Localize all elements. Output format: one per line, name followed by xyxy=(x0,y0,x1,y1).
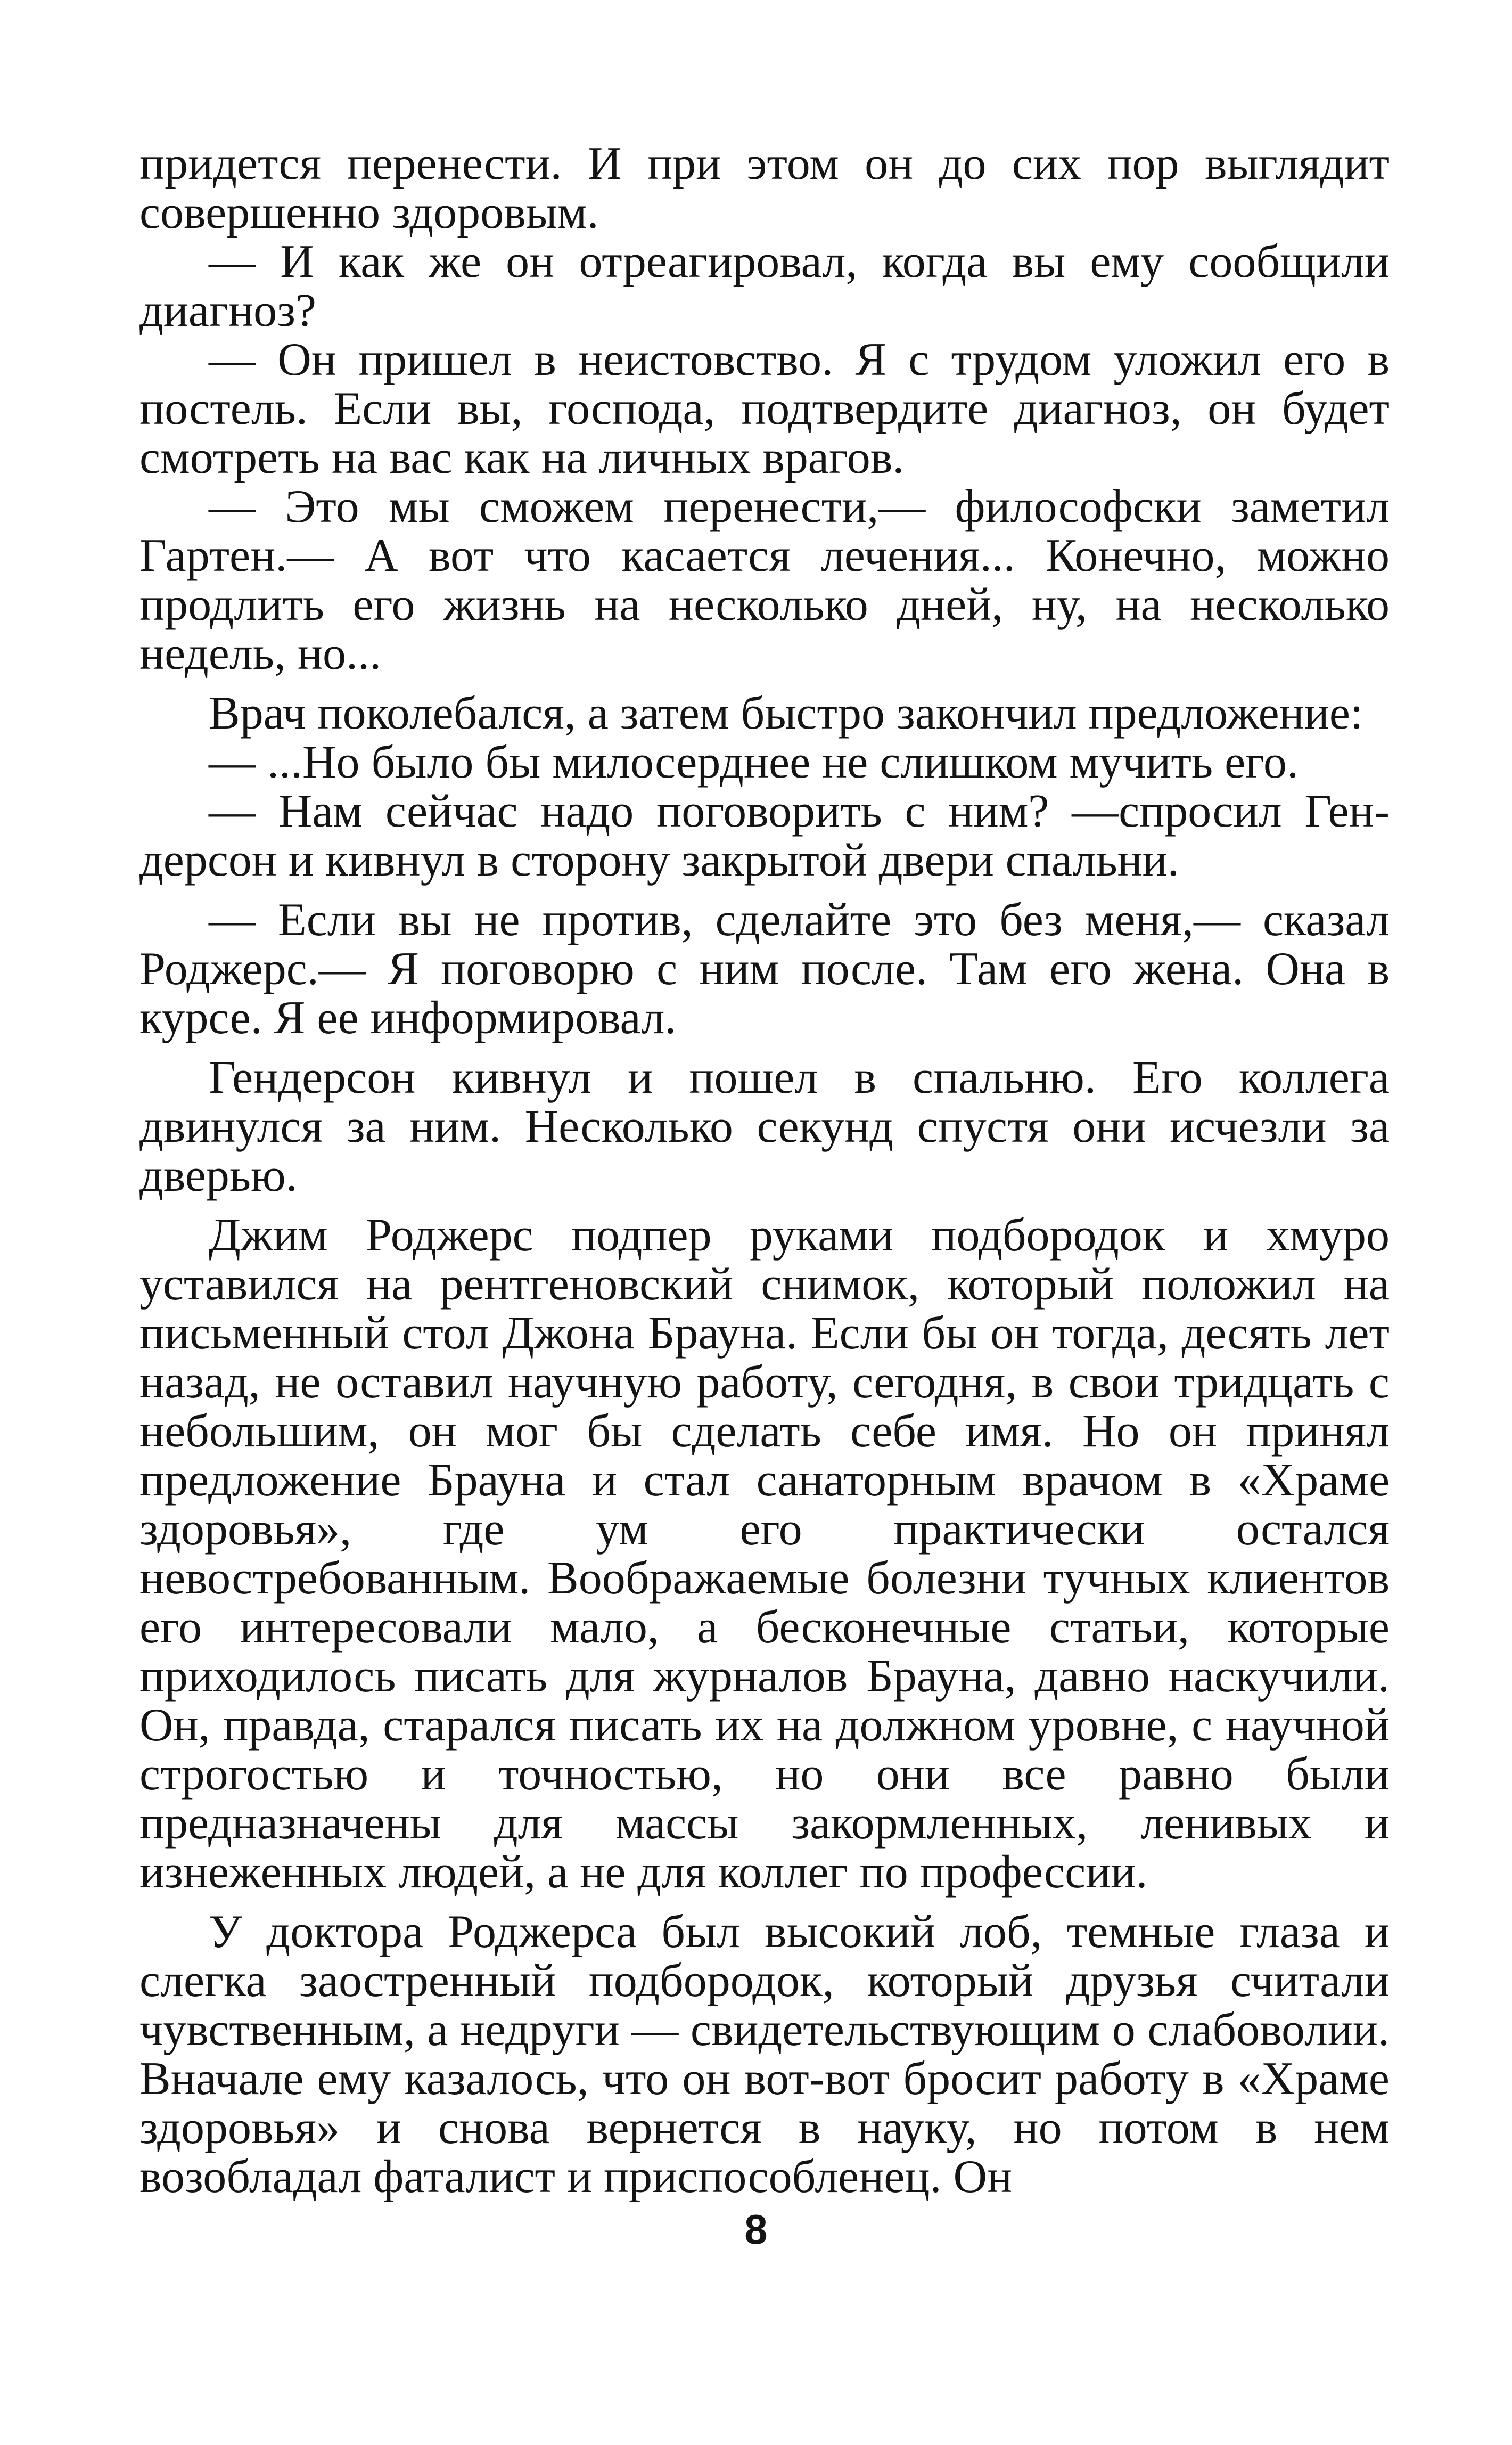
paragraph: Врач поколебался, а затем быстро закончил предложение: xyxy=(209,688,1363,739)
book-page-text xyxy=(139,140,1390,2202)
paragraph: — Если вы не против, сделайте это без меня,— сказал Роджерс.— Я поговорю с ним после. Там его жена. Она в курсе. Я ее информировал. xyxy=(139,894,1390,1044)
paragraph: У доктора Роджерса был высокий лоб, темные глаза и слегка заостренный подбородок, который друзья считали чувственным, а недруги — свидетельствующим о слабоволии. Вначале ему казалось, что он вот-вот бросит работу в «Храме здоровья» и снова вернется в науку, но потом в нем возобладал фаталист и приспособленец. Он xyxy=(139,1906,1390,2203)
paragraph: — Он пришел в неистовство. Я с трудом уложил его в постель. Если вы, господа, подтвердите диагноз, он будет смотреть на вас как на личных врагов. xyxy=(139,334,1390,484)
paragraph: — ...Но было бы милосерднее не слишком мучить его. xyxy=(209,737,1299,788)
paragraph: Гендерсон кивнул и пошел в спальню. Его коллега двинулся за ним. Несколько секунд спустя они исчезли за дверью. xyxy=(139,1052,1390,1201)
paragraph: Джим Роджерс подпер руками подбородок и хмуро уставился на рентгеновский снимок, который положил на письменный стол Джона Брауна. Если бы он тогда, десять лет назад, не оставил научную работу, сегодня, в свои тридцать с небольшим, он мог бы сделать себе имя. Но он принял предложение Брауна и стал санаторным врачом в «Храме здоровья», где ум его практически остался невостребованным. Воображаемые болезни тучных клиентов его интересовали мало, а бесконечные статьи, которые приходилось писать для журналов Брауна, давно наскучили. Он, правда, старался писать их на должном уровне, с научной строгостью и точностью, но они все равно были предназначены для массы закормленных, ленивых и изнеженных людей, а не для коллег по профессии. xyxy=(139,1209,1390,1898)
paragraph: — И как же он отреагировал, когда вы ему сообщили диагноз? xyxy=(139,236,1390,337)
paragraph: придется перенести. И при этом он до сих пор выглядит совершенно здоровым. xyxy=(139,138,1390,239)
paragraph: — Это мы сможем перенести,— философски заметил Гартен.— А вот что касается лечения... Конечно, можно продлить его жизнь на несколько дней, ну, на несколько недель, но... xyxy=(139,481,1390,680)
paragraph: — Нам сейчас надо поговорить с ним? —спросил Гендерсон и кивнул в сторону закрытой двери спальни. xyxy=(139,786,1390,886)
page-number: 8 xyxy=(744,2206,768,2253)
